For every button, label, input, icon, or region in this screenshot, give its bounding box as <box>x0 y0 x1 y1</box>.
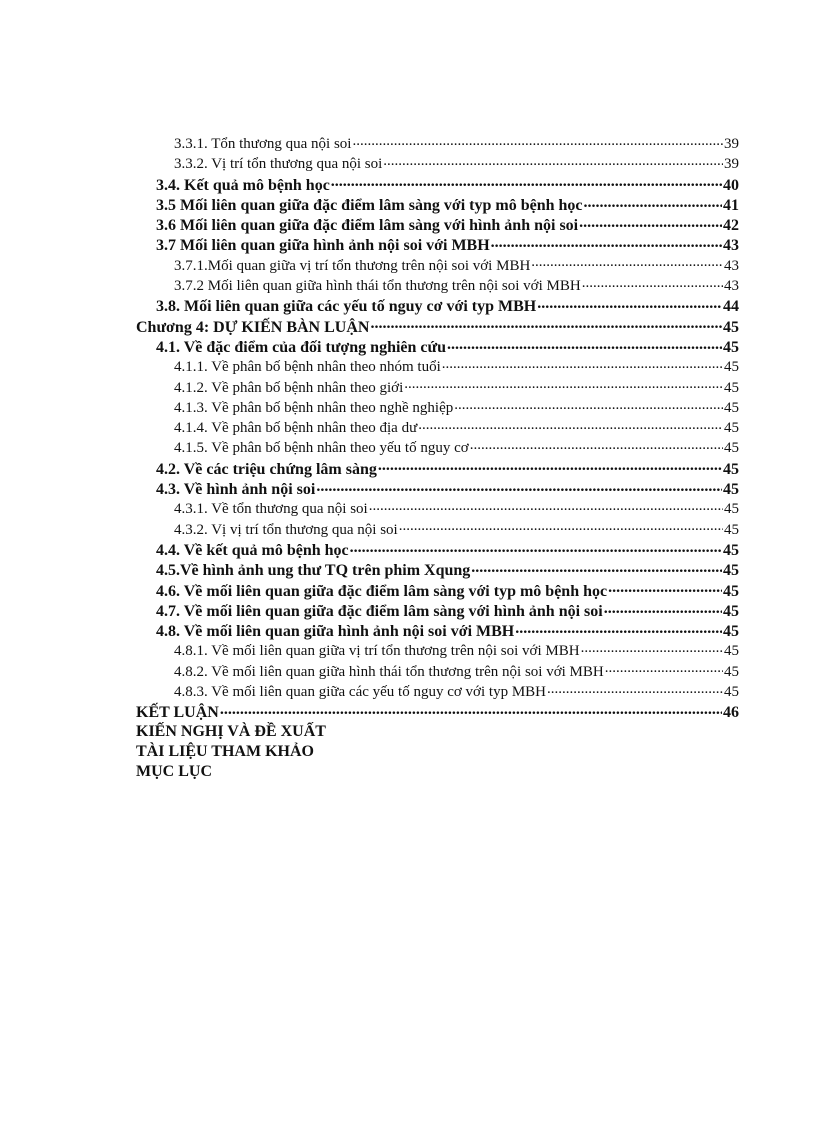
toc-entry-page: 45 <box>723 582 739 600</box>
toc-entry-tai-lieu[interactable] <box>136 742 739 762</box>
toc-entry-4-3-1[interactable] <box>136 498 739 518</box>
toc-entry-4-1-4[interactable] <box>136 417 739 437</box>
toc-entry-page: 45 <box>723 338 739 356</box>
toc-entry-page: 46 <box>723 704 739 722</box>
dot-leader <box>582 275 723 290</box>
toc-entry-4-8-3[interactable] <box>136 681 739 701</box>
toc-entry-label: 3.8. Mối liên quan giữa các yếu tố nguy cơ với typ MBH <box>156 298 537 316</box>
dot-leader <box>404 377 723 392</box>
toc-entry-page: 45 <box>723 481 739 499</box>
toc-entry-4-1[interactable] <box>136 336 739 356</box>
toc-entry-page: 45 <box>723 318 739 336</box>
toc-entry-page: 45 <box>723 562 739 580</box>
toc-entry-label: 3.4. Kết quả mô bệnh học <box>156 176 330 194</box>
toc-entry-4-4[interactable] <box>136 539 739 559</box>
toc-entry-label: 4.6. Về mối liên quan giữa đặc điểm lâm sàng với typ mô bệnh học <box>156 582 608 600</box>
toc-entry-3-7-2[interactable] <box>136 275 739 295</box>
dot-leader <box>470 437 723 452</box>
toc-entry-label: 4.1.5. Về phân bố bệnh nhân theo yếu tố nguy cơ <box>174 440 469 457</box>
toc-entry-page: 39 <box>724 136 739 152</box>
toc-entry-4-8-1[interactable] <box>136 640 739 660</box>
toc-entry-page: 45 <box>724 359 739 376</box>
toc-entry-label: TÀI LIỆU THAM KHẢO <box>136 742 314 760</box>
toc-entry-label: 4.1.4. Về phân bố bệnh nhân theo địa dư <box>174 420 418 437</box>
dot-leader <box>608 580 722 596</box>
toc-entry-label: 4.1.2. Về phân bố bệnh nhân theo giới <box>174 379 404 396</box>
toc-entry-page: 45 <box>724 420 739 437</box>
toc-entry-4-8-2[interactable] <box>136 661 739 681</box>
toc-entry-page: 45 <box>724 663 739 680</box>
toc-entry-4-1-5[interactable] <box>136 437 739 457</box>
dot-leader <box>579 214 722 230</box>
toc-entry-4-1-2[interactable] <box>136 377 739 397</box>
toc-entry-3-3-2[interactable] <box>136 153 739 173</box>
toc-entry-label: 3.7 Mối liên quan giữa hình ảnh nội soi với MBH <box>156 237 490 255</box>
toc-entry-label: 4.1.1. Về phân bố bệnh nhân theo nhóm tuổi <box>174 359 441 376</box>
dot-leader <box>352 133 723 148</box>
toc-entry-4-3-2[interactable] <box>136 519 739 539</box>
dot-leader <box>537 295 722 311</box>
toc-entry-label: 3.7.2 Mối liên quan giữa hình thái tổn thương trên nội soi với MBH <box>174 278 581 295</box>
toc-entry-kien-nghi[interactable] <box>136 722 739 742</box>
toc-entry-4-8[interactable] <box>136 620 739 640</box>
toc-entry-3-6[interactable] <box>136 214 739 234</box>
toc-entry-page: 40 <box>723 176 739 194</box>
dot-leader <box>604 600 722 616</box>
dot-leader <box>220 701 722 717</box>
toc-entry-page: 43 <box>723 237 739 255</box>
dot-leader <box>515 620 722 636</box>
toc-entry-4-7[interactable] <box>136 600 739 620</box>
toc-entry-label: 4.8. Về mối liên quan giữa hình ảnh nội soi với MBH <box>156 623 515 641</box>
dot-leader <box>581 640 723 655</box>
toc-entry-3-7-1[interactable] <box>136 255 739 275</box>
toc-entry-label: 4.8.2. Về mối liên quan giữa hình thái tổn thương trên nội soi với MBH <box>174 663 604 680</box>
toc-entry-label: MỤC LỤC <box>136 763 212 781</box>
dot-leader <box>547 681 723 696</box>
toc-entry-label: 4.1. Về đặc điểm của đối tượng nghiên cứu <box>156 338 447 356</box>
toc-entry-4-1-1[interactable] <box>136 356 739 376</box>
dot-leader <box>383 153 723 168</box>
toc-entry-chapter-4[interactable] <box>136 316 739 336</box>
toc-entry-label: 3.3.1. Tổn thương qua nội soi <box>174 136 352 152</box>
toc-entry-page: 45 <box>724 643 739 660</box>
toc-entry-page: 45 <box>723 541 739 559</box>
toc-entry-label: 4.1.3. Về phân bố bệnh nhân theo nghề nghiệp <box>174 399 454 416</box>
toc-entry-page: 43 <box>724 257 739 274</box>
dot-leader <box>447 336 722 352</box>
toc-entry-page: 45 <box>724 521 739 538</box>
toc-entry-label: KIẾN NGHỊ VÀ ĐỀ XUẤT <box>136 722 326 740</box>
toc-entry-muc-luc[interactable] <box>136 762 739 782</box>
dot-leader <box>316 478 722 494</box>
toc-entry-3-8[interactable] <box>136 295 739 315</box>
toc-entry-page: 45 <box>724 684 739 701</box>
toc-entry-4-2[interactable] <box>136 458 739 478</box>
toc-entry-label: 3.7.1.Mối quan giữa vị trí tổn thương trên nội soi với MBH <box>174 257 531 274</box>
toc-entry-label: Chương 4: DỰ KIẾN BÀN LUẬN <box>136 318 370 336</box>
toc-entry-label: 3.3.2. Vị trí tổn thương qua nội soi <box>174 156 383 173</box>
dot-leader <box>471 559 722 575</box>
dot-leader <box>442 356 723 371</box>
toc-entry-page: 43 <box>724 278 739 295</box>
toc-entry-4-5[interactable] <box>136 559 739 579</box>
toc-entry-label: 3.6 Mối liên quan giữa đặc điểm lâm sàng với hình ảnh nội soi <box>156 217 579 235</box>
dot-leader <box>331 174 722 190</box>
toc-entry-page: 45 <box>723 623 739 641</box>
toc-entry-label: 4.3.2. Vị vị trí tổn thương qua nội soi <box>174 521 398 538</box>
dot-leader <box>378 458 722 474</box>
dot-leader <box>370 316 722 332</box>
toc-entry-label: 4.4. Về kết quả mô bệnh học <box>156 541 349 559</box>
toc-entry-page: 45 <box>724 379 739 396</box>
dot-leader <box>584 194 722 210</box>
toc-entry-label: 4.5.Về hình ảnh ung thư TQ trên phim Xqung <box>156 562 471 580</box>
toc-entry-page: 39 <box>724 156 739 173</box>
toc-entry-page: 41 <box>723 196 739 214</box>
toc-entry-3-3-1[interactable] <box>136 133 739 153</box>
toc-entry-page: 45 <box>723 602 739 620</box>
toc-entry-label: 4.7. Về mối liên quan giữa đặc điểm lâm sàng với hình ảnh nội soi <box>156 602 603 620</box>
dot-leader <box>350 539 722 555</box>
toc-entry-label: 4.3. Về hình ảnh nội soi <box>156 481 316 499</box>
toc-entry-ket-luan[interactable] <box>136 701 739 721</box>
dot-leader <box>454 397 723 412</box>
toc-entry-label: 3.5 Mối liên quan giữa đặc điểm lâm sàng với typ mô bệnh học <box>156 196 583 214</box>
toc-entry-label: 4.3.1. Về tổn thương qua nội soi <box>174 501 368 518</box>
toc-entry-page: 45 <box>724 501 739 518</box>
dot-leader <box>605 661 723 676</box>
dot-leader <box>369 498 723 513</box>
toc-entry-page: 44 <box>723 298 739 316</box>
toc-entry-3-5[interactable] <box>136 194 739 214</box>
dot-leader <box>491 234 722 250</box>
toc-entry-page: 42 <box>723 217 739 235</box>
toc-entry-3-7[interactable] <box>136 234 739 254</box>
toc-entry-4-3[interactable] <box>136 478 739 498</box>
toc-entry-label: 4.2. Về các triệu chứng lâm sàng <box>156 460 377 478</box>
table-of-contents <box>136 133 739 783</box>
dot-leader <box>418 417 723 432</box>
toc-entry-page: 45 <box>723 460 739 478</box>
toc-entry-label: 4.8.3. Về mối liên quan giữa các yếu tố nguy cơ với typ MBH <box>174 684 546 701</box>
toc-entry-3-4[interactable] <box>136 174 739 194</box>
toc-entry-label: KẾT LUẬN <box>136 704 219 722</box>
dot-leader <box>399 519 723 534</box>
dot-leader <box>531 255 723 270</box>
toc-entry-4-6[interactable] <box>136 580 739 600</box>
toc-entry-label: 4.8.1. Về mối liên quan giữa vị trí tổn thương trên nội soi với MBH <box>174 643 580 660</box>
toc-entry-4-1-3[interactable] <box>136 397 739 417</box>
toc-entry-page: 45 <box>724 399 739 416</box>
toc-entry-page: 45 <box>724 440 739 457</box>
